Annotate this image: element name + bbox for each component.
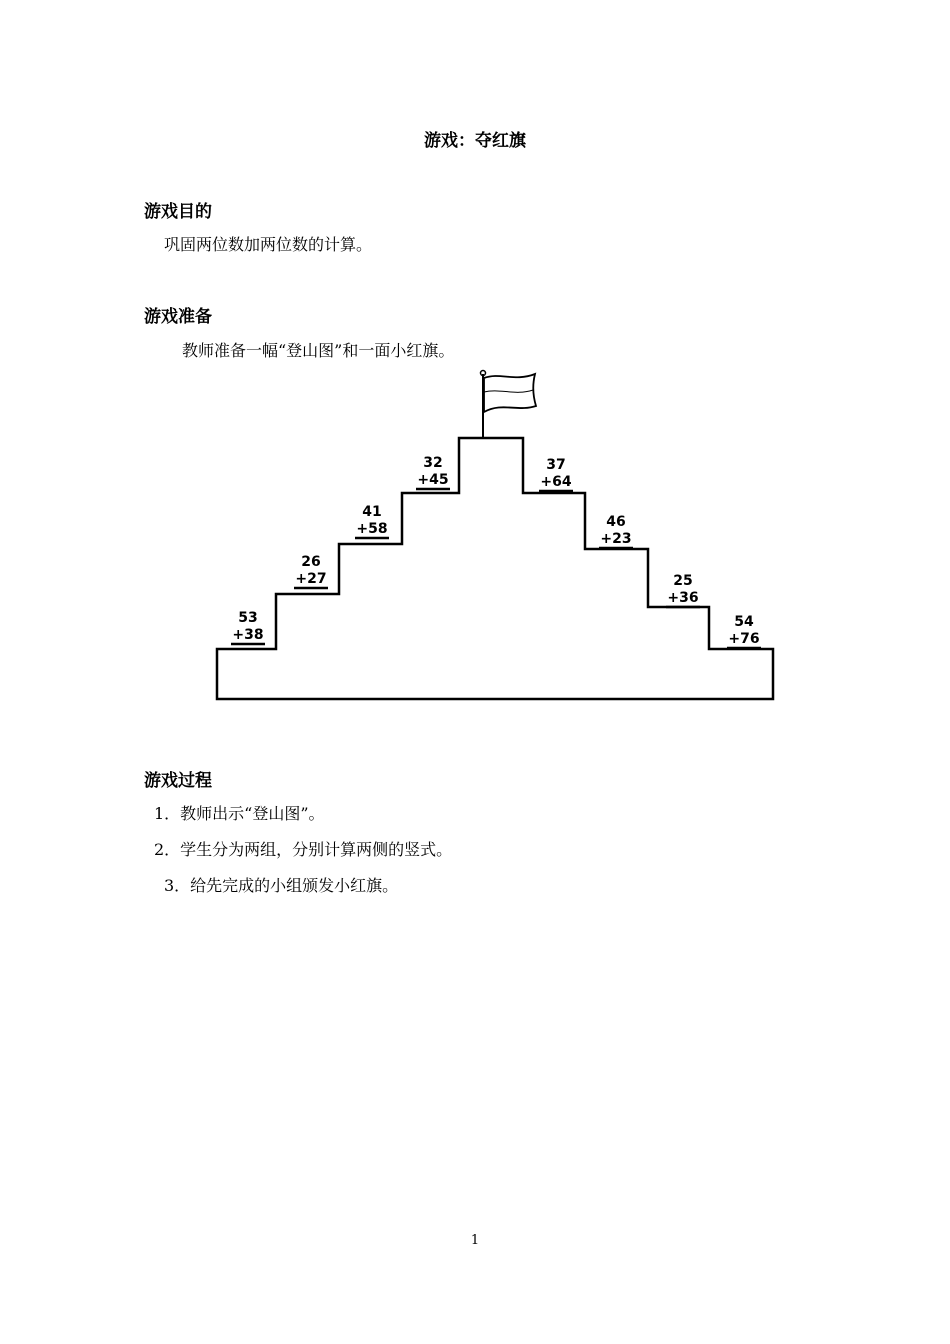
- right-problem-3-bottom: +36: [667, 590, 699, 606]
- process-step-1: 1．教师出示“登山图”。: [154, 804, 325, 823]
- right-problem-4-top: 54: [734, 614, 754, 630]
- right-problem-1-bottom: +64: [540, 474, 572, 490]
- left-problem-4-top: 32: [423, 455, 443, 471]
- right-problem-1-top: 37: [546, 457, 566, 473]
- purpose-text: 巩固两位数加两位数的计算。: [164, 235, 373, 254]
- left-problems: [231, 455, 450, 644]
- right-problem-4-bottom: +76: [728, 631, 760, 647]
- flag-pole-top: [481, 371, 486, 376]
- section-heading-preparation: 游戏准备: [144, 307, 212, 327]
- mountain-diagram: [200, 364, 790, 709]
- left-problem-2-top: 26: [301, 554, 321, 570]
- right-problem-2-top: 46: [606, 514, 626, 530]
- process-step-2: 2．学生分为两组，分别计算两侧的竖式。: [154, 840, 453, 859]
- section-heading-purpose: 游戏目的: [144, 202, 212, 222]
- process-step-3: 3．给先完成的小组颁发小红旗。: [164, 876, 399, 895]
- left-problem-3-top: 41: [362, 504, 382, 520]
- left-problem-2-bottom: +27: [295, 571, 327, 587]
- right-problem-3-top: 25: [673, 573, 693, 589]
- left-problem-4-bottom: +45: [417, 472, 449, 488]
- mountain-svg: [200, 364, 790, 709]
- flag-icon: [484, 374, 536, 412]
- preparation-text: 教师准备一幅“登山图”和一面小红旗。: [182, 341, 455, 360]
- left-problem-1-top: 53: [238, 610, 258, 626]
- section-heading-process: 游戏过程: [144, 771, 212, 791]
- left-problem-3-bottom: +58: [356, 521, 388, 537]
- right-problem-2-bottom: +23: [600, 531, 632, 547]
- right-problems: [539, 457, 761, 648]
- left-problem-1-bottom: +38: [232, 627, 264, 643]
- page-number: 1: [470, 1233, 480, 1248]
- page-title: 游戏：夺红旗: [424, 131, 526, 151]
- flag-fold: [484, 390, 533, 392]
